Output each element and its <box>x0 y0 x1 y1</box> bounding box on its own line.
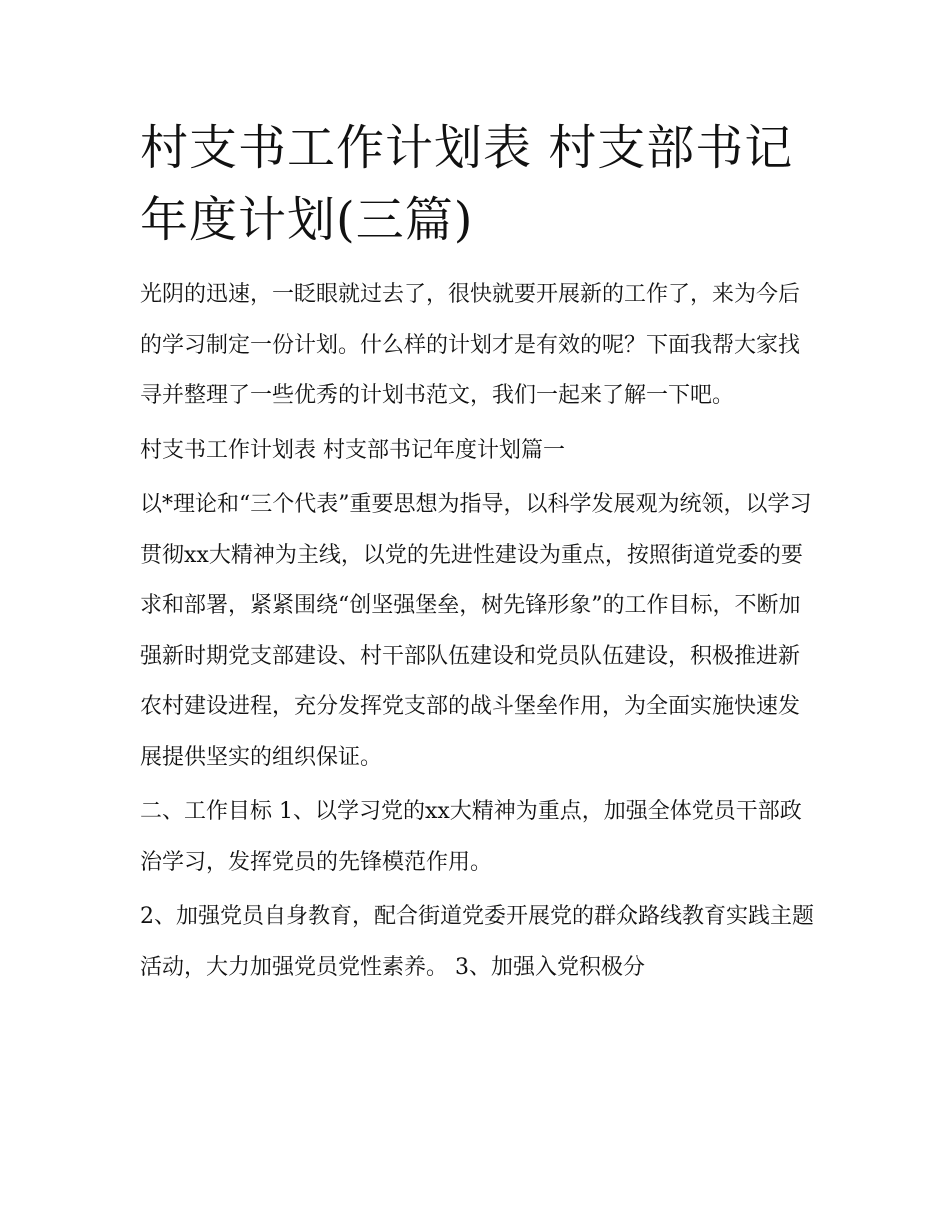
paragraph-work-goals: 二、工作目标 1、以学习党的xx大精神为重点，加强全体党员干部政治学习，发挥党员的先锋模范作用。 <box>140 799 802 875</box>
document-page <box>140 112 820 993</box>
paragraph-party-education: 2、加强党员自身教育，配合街道党委开展党的群众路线教育实践主题活动，大力加强党员党性素养。 3、加强入党积极分 <box>140 904 814 980</box>
paragraph-guiding-principle: 以*理论和“三个代表”重要思想为指导，以科学发展观为统领，以学习贯彻xx大精神为主线，以党的先进性建设为重点，按照街道党委的要求和部署，紧紧围绕“创坚强堡垒，树先锋形象”的工作目标，不断加强新时期党支部建设、村干部队伍建设和党员队伍建设，积极推进新农村建设进程，充分发挥党支部的战斗堡垒作用，为全面实施快速发展提供坚实的组织保证。 <box>140 492 812 770</box>
paragraph-intro: 光阴的迅速，一眨眼就过去了，很快就要开展新的工作了，来为今后的学习制定一份计划。什么样的计划才是有效的呢？下面我帮大家找寻并整理了一些优秀的计划书范文，我们一起来了解一下吧。 <box>140 282 801 408</box>
section-heading-part-one: 村支书工作计划表 村支部书记年度计划篇一 <box>140 437 565 463</box>
document-title: 村支书工作计划表 村支部书记年度计划(三篇) <box>140 120 794 248</box>
